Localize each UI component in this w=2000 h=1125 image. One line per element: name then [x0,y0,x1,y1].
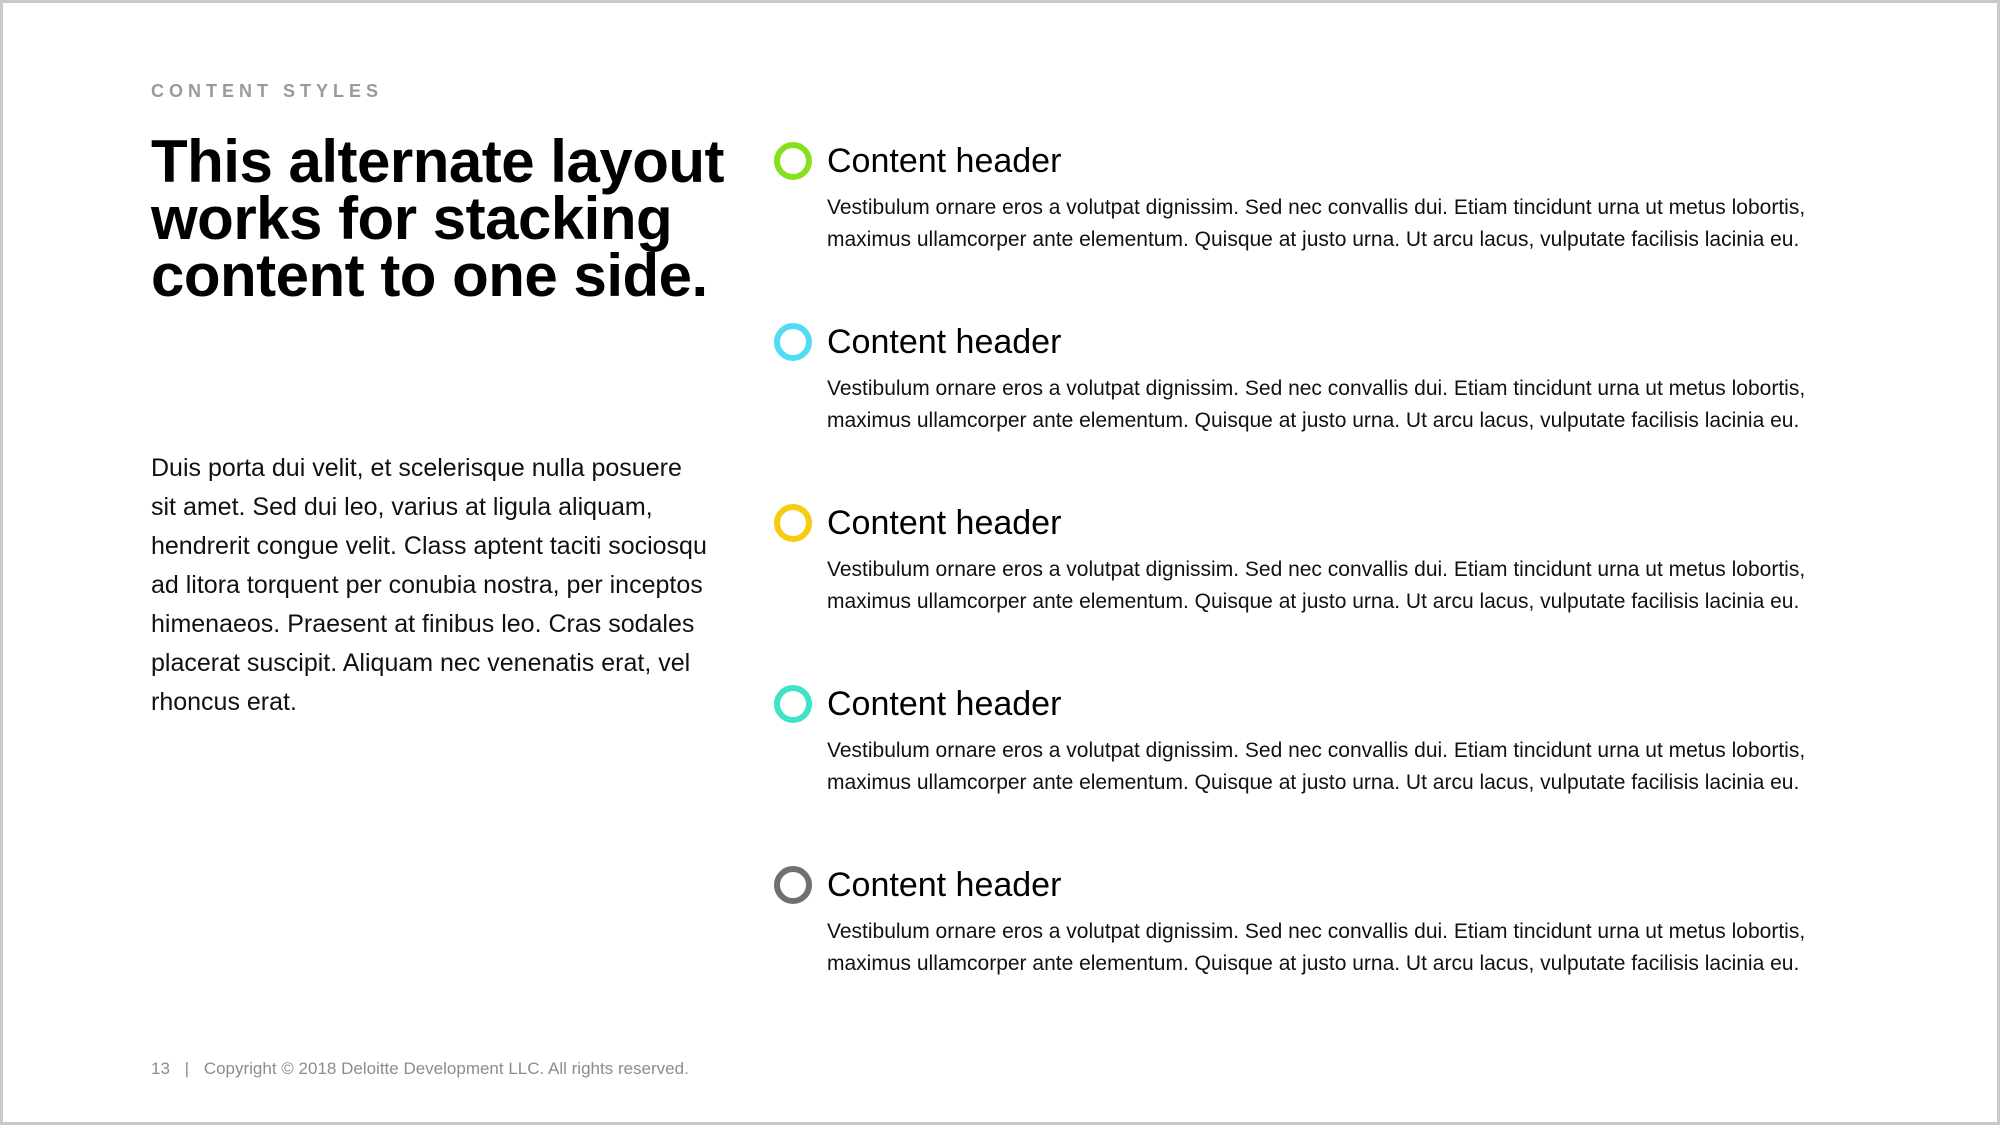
content-body: Vestibulum ornare eros a volutpat dignissim. Sed nec convallis dui. Etiam tincidunt urna ut metus lobortis, maximus ullamcorper ante elementum. Quisque at justo urna. Ut arcu lacus, vulputate facilisis lacinia eu. [827,920,1806,975]
footer-separator: | [184,1059,190,1078]
copyright-text: Copyright © 2018 Deloitte Development LLC. All rights reserved. [203,1059,689,1078]
page-number: 13 [151,1059,170,1078]
circle-icon [774,323,812,361]
content-list [771,140,1891,1045]
content-header: Content header [827,504,1062,542]
content-item [771,683,1891,864]
content-item [771,864,1891,1045]
content-body: Vestibulum ornare eros a volutpat dignissim. Sed nec convallis dui. Etiam tincidunt urna ut metus lobortis, maximus ullamcorper ante elementum. Quisque at justo urna. Ut arcu lacus, vulputate facilisis lacinia eu. [827,558,1806,613]
content-header: Content header [827,685,1062,723]
circle-icon [774,866,812,904]
circle-icon [774,504,812,542]
slide-title: This alternate layout works for stacking content to one side. [151,128,724,309]
content-item [771,321,1891,502]
intro-paragraph: Duis porta dui velit, et scelerisque nulla posuere sit amet. Sed dui leo, varius at ligula aliquam, hendrerit congue velit. Class aptent taciti sociosqu ad litora torquent per conubia nostra, per inceptos himenaeos. Praesent at finibus leo. Cras sodales placerat suscipit. Aliquam nec venenatis erat, vel rhoncus erat. [151,454,707,716]
footer [151,1059,689,1079]
content-body: Vestibulum ornare eros a volutpat dignissim. Sed nec convallis dui. Etiam tincidunt urna ut metus lobortis, maximus ullamcorper ante elementum. Quisque at justo urna. Ut arcu lacus, vulputate facilisis lacinia eu. [827,196,1806,251]
content-item [771,140,1891,321]
content-header: Content header [827,866,1062,904]
content-body: Vestibulum ornare eros a volutpat dignissim. Sed nec convallis dui. Etiam tincidunt urna ut metus lobortis, maximus ullamcorper ante elementum. Quisque at justo urna. Ut arcu lacus, vulputate facilisis lacinia eu. [827,377,1806,432]
content-header: Content header [827,323,1062,361]
content-header: Content header [827,142,1062,180]
section-eyebrow: CONTENT STYLES [151,81,384,101]
content-body: Vestibulum ornare eros a volutpat dignissim. Sed nec convallis dui. Etiam tincidunt urna ut metus lobortis, maximus ullamcorper ante elementum. Quisque at justo urna. Ut arcu lacus, vulputate facilisis lacinia eu. [827,739,1806,794]
circle-icon [774,685,812,723]
circle-icon [774,142,812,180]
content-item [771,502,1891,683]
